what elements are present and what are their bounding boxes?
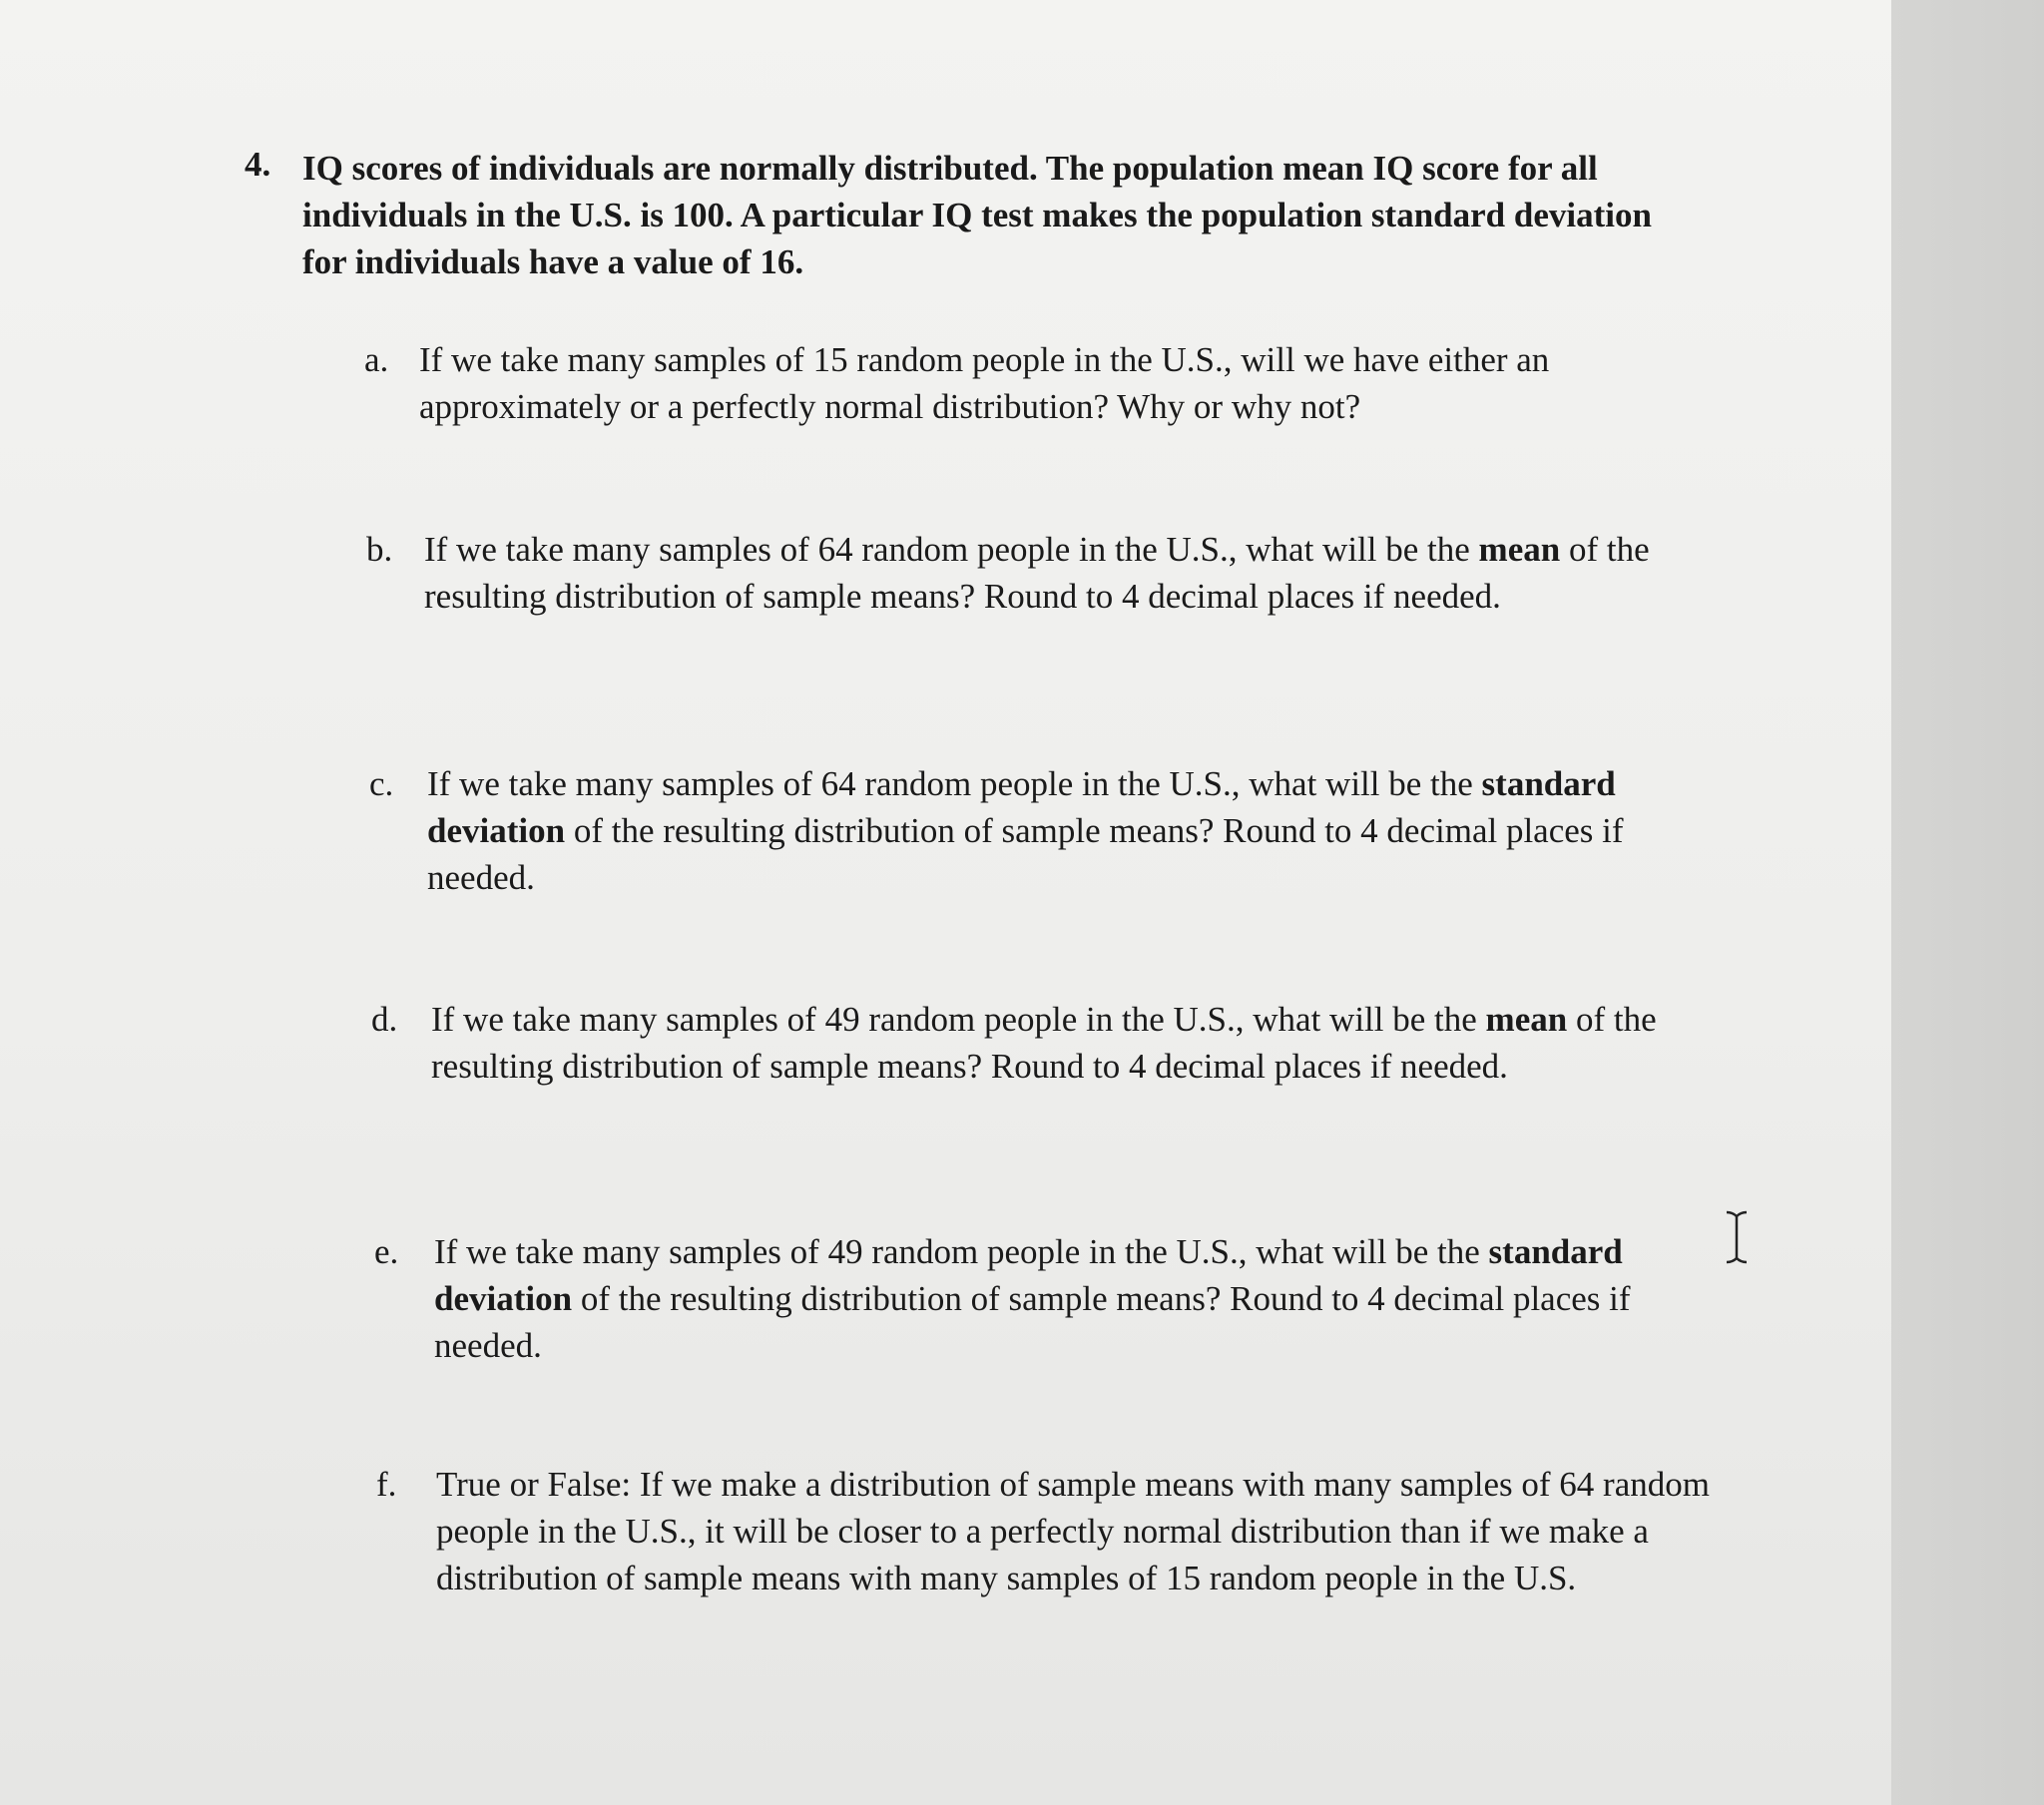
part-letter: d. xyxy=(371,1000,398,1039)
screen-bezel xyxy=(1891,0,2044,1805)
part-text-end: of the resulting distribution of sample means? Round to 4 decimal places if needed. xyxy=(424,530,1650,616)
question-number: 4. xyxy=(245,145,271,184)
question-stem: IQ scores of individuals are normally distributed. The population mean IQ score for all individuals in the U.S. is 100. A particular IQ test makes the population standard deviation for individuals have a value of 16. xyxy=(302,149,1652,281)
part-text-end: of the resulting distribution of sample means? Round to 4 decimal places if needed. xyxy=(427,811,1624,897)
part-text-start: If we take many samples of 64 random people in the U.S., what will be the xyxy=(427,764,1482,803)
part-text-emphasis: standard deviation xyxy=(434,1232,1623,1318)
part-text xyxy=(424,526,1712,620)
part-text-emphasis: mean xyxy=(1478,530,1561,569)
part-text-start: If we take many samples of 49 random people in the U.S., what will be the xyxy=(434,1232,1489,1271)
part-text-end: of the resulting distribution of sample means? Round to 4 decimal places if needed. xyxy=(434,1279,1631,1365)
part-text-emphasis: mean xyxy=(1485,1000,1568,1039)
part-letter: f. xyxy=(376,1465,397,1504)
part-letter: c. xyxy=(369,764,394,803)
part-letter: a. xyxy=(364,340,389,379)
part-text xyxy=(431,996,1719,1090)
part-text xyxy=(427,760,1715,901)
part-text: If we take many samples of 15 random people in the U.S., will we have either an approximately or a perfectly normal distribution? Why or why not? xyxy=(419,340,1550,426)
part-text-start: If we take many samples of 49 random people in the U.S., what will be the xyxy=(431,1000,1486,1039)
part-letter: b. xyxy=(366,530,393,569)
part-text xyxy=(434,1228,1722,1369)
part-text-end: of the resulting distribution of sample means? Round to 4 decimal places if needed. xyxy=(431,1000,1657,1086)
part-letter: e. xyxy=(374,1232,399,1271)
part-text: True or False: If we make a distribution of sample means with many samples of 64 random people in the U.S., it will be closer to a perfectly normal distribution than if we make a distribution of sample means with many samples of 15 random people in the U.S. xyxy=(436,1465,1710,1597)
part-text-start: If we take many samples of 64 random people in the U.S., what will be the xyxy=(424,530,1479,569)
part-text-emphasis: standard deviation xyxy=(427,764,1616,850)
i-beam-cursor-icon xyxy=(1725,1209,1749,1265)
